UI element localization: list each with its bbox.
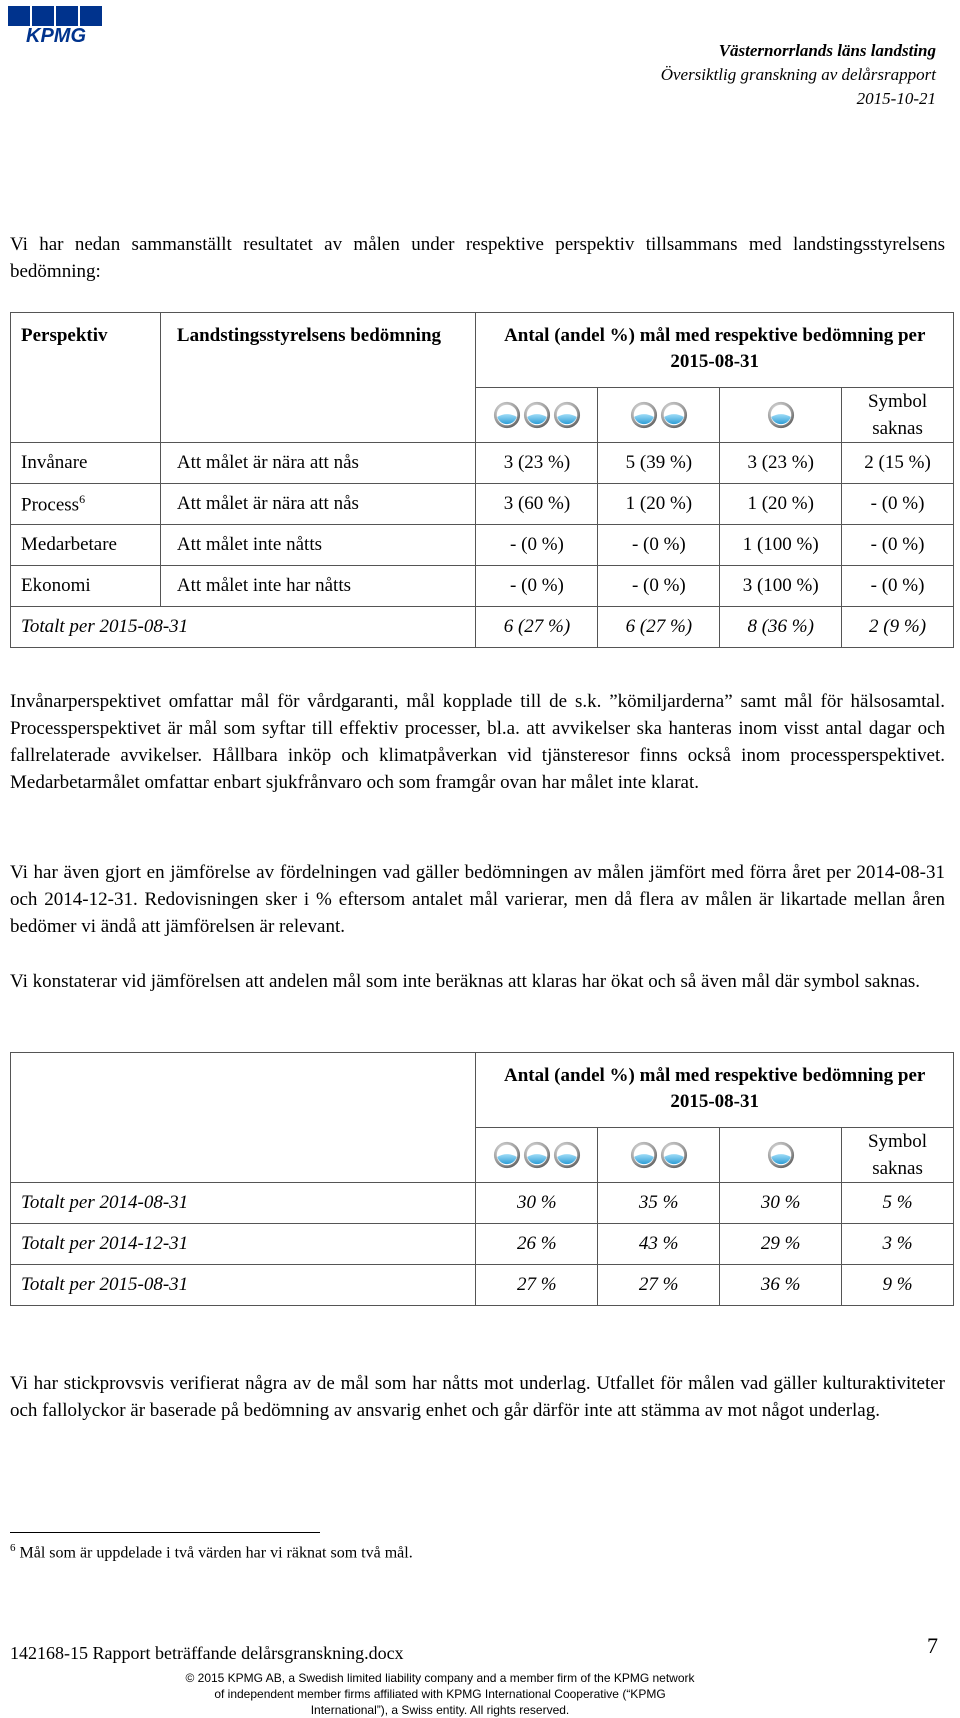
total-value: 6 (27 %): [598, 607, 720, 648]
organization-name: Västernorrlands läns landsting: [718, 41, 936, 60]
comparison-table: [10, 1052, 954, 1306]
row-value: 3 (100 %): [720, 566, 842, 607]
total-label: Totalt per 2015-08-31: [11, 607, 476, 648]
intro-paragraph: Vi har nedan sammanställt resultatet av målen under respektive perspektiv tillsammans med landstingsstyrelsens bedömning:: [10, 234, 945, 282]
row-value: 9 %: [842, 1265, 954, 1306]
table-row: [11, 525, 954, 566]
row-value: 3 (23 %): [720, 443, 842, 484]
row-label: Totalt per 2015-08-31: [11, 1265, 476, 1306]
row-value: 5 %: [842, 1183, 954, 1224]
status-drop-icon: [767, 401, 795, 429]
table-row: [11, 1183, 954, 1224]
symbol-three: [476, 1128, 598, 1183]
report-date: 2015-10-21: [856, 89, 936, 108]
row-bedomning: Att målet är nära att nås: [160, 443, 476, 484]
row-value: - (0 %): [598, 566, 720, 607]
symbol-one: [720, 1128, 842, 1183]
status-drop-icon: [767, 1141, 795, 1169]
row-value: - (0 %): [476, 566, 598, 607]
conclusion-paragraph: Vi konstaterar vid jämförelsen att andelen mål som inte beräknas att klaras har ökat och så även mål där symbol saknas.: [10, 971, 921, 992]
table-row: [11, 1224, 954, 1265]
status-drop-icon: [493, 401, 521, 429]
status-drop-icon: [660, 1141, 688, 1169]
symbol-three: [476, 388, 598, 443]
row-value: - (0 %): [842, 566, 954, 607]
footnote-ref: 6: [79, 491, 86, 506]
total-value: 6 (27 %): [476, 607, 598, 648]
row-perspektiv: Invånare: [11, 443, 161, 484]
kpmg-logo: [8, 6, 104, 44]
table-row: [11, 566, 954, 607]
row-value: - (0 %): [842, 525, 954, 566]
row-value: 27 %: [476, 1265, 598, 1306]
header-antal: Antal (andel %) mål med respektive bedömning per 2015-08-31: [476, 313, 954, 388]
table-row: [11, 443, 954, 484]
total-value: 8 (36 %): [720, 607, 842, 648]
header-antal: Antal (andel %) mål med respektive bedömning per 2015-08-31: [476, 1053, 954, 1128]
symbol-missing: Symbol saknas: [842, 1128, 954, 1183]
row-value: 1 (20 %): [598, 484, 720, 525]
row-perspektiv: Ekonomi: [11, 566, 161, 607]
row-value: 2 (15 %): [842, 443, 954, 484]
row-value: 43 %: [598, 1224, 720, 1265]
header-perspektiv: Perspektiv: [11, 313, 161, 443]
row-value: 26 %: [476, 1224, 598, 1265]
status-drop-icon: [630, 1141, 658, 1169]
footnote: [10, 1542, 413, 1562]
status-drop-icon: [553, 401, 581, 429]
table-row: [11, 1265, 954, 1306]
row-perspektiv: Process$^6$: [11, 484, 161, 525]
row-value: 30 %: [476, 1183, 598, 1224]
status-drop-icon: [523, 1141, 551, 1169]
footnote-text: Mål som är uppdelade i två värden har vi räknat som två mål.: [19, 1544, 413, 1562]
goals-table: [10, 312, 954, 648]
page-header: [661, 39, 936, 111]
row-bedomning: Att målet inte nåtts: [160, 525, 476, 566]
row-value: 3 (60 %): [476, 484, 598, 525]
row-value: 3 (23 %): [476, 443, 598, 484]
svg-text:KPMG: KPMG: [26, 25, 86, 44]
status-drop-icon: [523, 401, 551, 429]
row-value: 36 %: [720, 1265, 842, 1306]
verification-paragraph: Vi har stickprovsvis verifierat några av de mål som har nåtts mot underlag. Utfallet för målen vad gäller kulturaktiviteter och fallolyckor är baserade på bedömning av ansvarig enhet och går därför inte att stämma av mot något underlag.: [10, 1373, 945, 1421]
status-drop-icon: [660, 401, 688, 429]
status-drop-icon: [553, 1141, 581, 1169]
row-value: - (0 %): [842, 484, 954, 525]
symbol-two: [598, 388, 720, 443]
row-value: 29 %: [720, 1224, 842, 1265]
footnote-divider: [10, 1532, 320, 1533]
row-value: 35 %: [598, 1183, 720, 1224]
symbol-two: [598, 1128, 720, 1183]
empty-header-cell: [11, 1053, 476, 1183]
row-value: 27 %: [598, 1265, 720, 1306]
comparison-paragraph: Vi har även gjort en jämförelse av fördelningen vad gäller bedömningen av målen jämfört med förra året per 2014-08-31 och 2014-12-31. Redovisningen sker i % eftersom antalet mål varierar, men då flera av målen är likartade mellan åren bedömer vi ändå att jämförelsen är relevant.: [10, 862, 945, 937]
row-value: 1 (100 %): [720, 525, 842, 566]
status-drop-icon: [493, 1141, 521, 1169]
row-perspektiv: Medarbetare: [11, 525, 161, 566]
row-value: 1 (20 %): [720, 484, 842, 525]
header-bedomning: Landstingsstyrelsens bedömning: [160, 313, 476, 443]
row-bedomning: Att målet inte har nåtts: [160, 566, 476, 607]
document-filename: 142168-15 Rapport beträffande delårsgranskning.docx: [10, 1643, 404, 1663]
row-value: - (0 %): [598, 525, 720, 566]
status-drop-icon: [630, 401, 658, 429]
row-value: 3 %: [842, 1224, 954, 1265]
copyright-notice: © 2015 KPMG AB, a Swedish limited liability company and a member firm of the KPMG network of independent member firms affiliated with KPMG International Cooperative (“KPMG International”), a Swiss entity. All rights reserved.: [185, 1671, 695, 1717]
row-label: Totalt per 2014-08-31: [11, 1183, 476, 1224]
report-title: Översiktlig granskning av delårsrapport: [660, 65, 936, 84]
symbol-one: [720, 388, 842, 443]
total-value: 2 (9 %): [842, 607, 954, 648]
perspective-paragraph: Invånarperspektivet omfattar mål för vårdgaranti, mål kopplade till de s.k. ”kömiljarderna” samt mål för hälsosamtal. Processperspektivet är mål som syftar till effektiv processer, bl.a. att avvikelser ska hanteras inom visst antal dagar och fallrelaterade avvikelser. Hållbara inköp och klimatpåverkan vid tjänsteresor finns också inom processperspektivet. Medarbetarmålet omfattar enbart sjukfrånvaro och som framgår ovan har målet inte klarat.: [10, 691, 945, 793]
symbol-missing: Symbol saknas: [842, 388, 954, 443]
page-number: 7: [927, 1633, 938, 1658]
total-row: [11, 607, 954, 648]
footnote-number: 6: [10, 1542, 16, 1554]
row-bedomning: Att målet är nära att nås: [160, 484, 476, 525]
row-value: 30 %: [720, 1183, 842, 1224]
row-label: Totalt per 2014-12-31: [11, 1224, 476, 1265]
row-value: - (0 %): [476, 525, 598, 566]
row-value: 5 (39 %): [598, 443, 720, 484]
table-row: [11, 484, 954, 525]
